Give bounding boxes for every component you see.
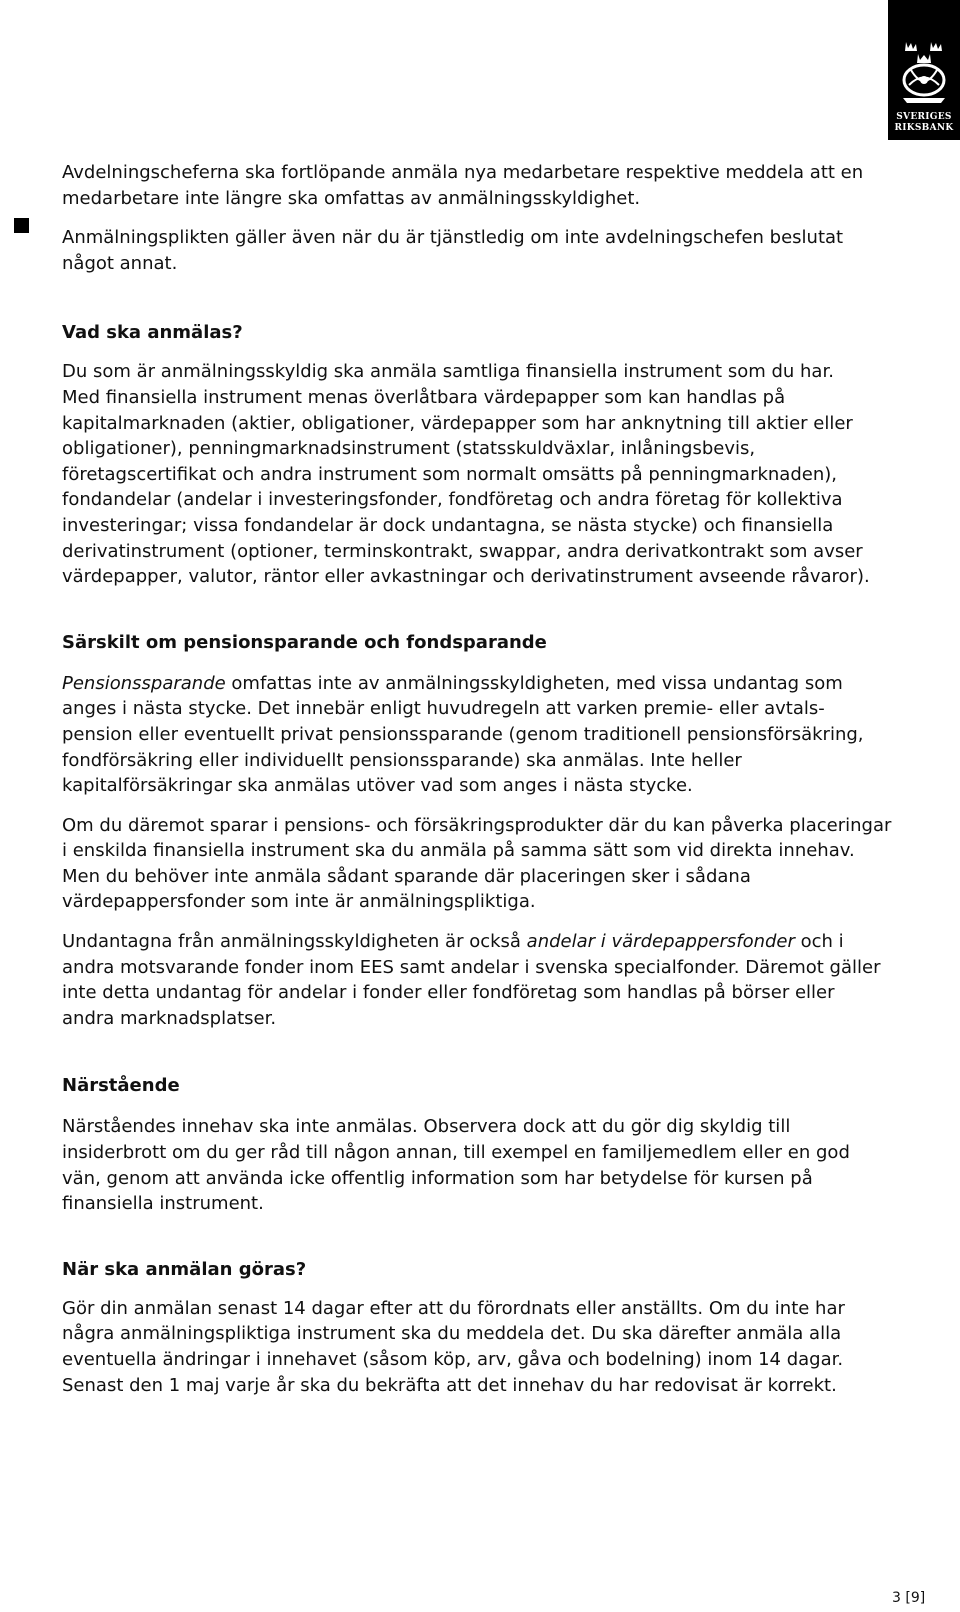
pension-paragraph-1-text: omfattas inte av anmälningsskyldigheten, med vissa undantag som anges i nästa stycke. Det innebär enligt huvudregeln att varken premie- eller avtals-pension eller eventuellt privat pensionssparande (genom traditionell pensionsförsäkring, fondförsäkring eller individuellt pensionssparande) ska anmälas. Inte heller kapitalförsäkringar ska anmälas utöver vad som anges i nästa stycke. — [62, 672, 864, 797]
document-body — [62, 160, 892, 1398]
pension-paragraph-3-start: Undantagna från anmälningsskyldigheten är också — [62, 931, 527, 953]
funds-term: andelar i värdepappersfonder — [526, 931, 795, 953]
what-paragraph-2: Med finansiella instrument menas överlåtbara värdepapper som kan handlas på kapitalmarknaden (aktier, obligationer, värdepapper som har anknytning till aktier eller obligationer), penningmarknadsinstrument (statsskuldväxlar, inlåningsbevis, företagscertifikat och andra instrument som normalt omsätts på penningmarknaden), fondandelar (andelar i investeringsfonder, fondföretag och andra företag för kollektiva investeringar; vissa fondandelar är dock undantagna, se nästa stycke) och finansiella derivatinstrument (optioner, terminskontrakt, swappar, andra derivatkontrakt som avser värdepapper, valutor, räntor eller avkastningar och derivatinstrument avseende råvaror). — [62, 386, 870, 588]
pension-paragraph-3-end: och i andra motsvarande fonder inom EES samt andelar i svenska specialfonder. Däremot gäller inte detta undantag för andelar i fonder eller fondföretag som handlas på börser eller andra marknadsplatser. — [62, 931, 881, 1029]
related-paragraph-1: Närståendes innehav ska inte anmälas. Observera dock att du gör dig skyldig till insiderbrott om du ger råd till någon annan, till exempel en familjemedlem eller en god vän, genom att använda icke offentlig information som har betydelse för kursen på finansiella instrument. — [62, 1116, 850, 1215]
pension-paragraph-3 — [62, 929, 892, 1031]
pension-term: Pensionssparande — [62, 672, 226, 694]
square-bullet-icon — [14, 218, 29, 233]
riksbank-logo — [888, 0, 960, 140]
pension-paragraph-1 — [62, 671, 892, 799]
crown-emblem-icon — [897, 40, 951, 106]
page-number: 3 [9] — [892, 1590, 926, 1606]
heading-pension-savings: Särskilt om pensionsparande och fondsparande — [62, 631, 547, 653]
logo-text — [888, 112, 960, 134]
when-paragraph-1: Gör din anmälan senast 14 dagar efter att du förordnats eller anställts. Om du inte har några anmälningspliktiga instrument ska du meddela det. Du ska därefter anmäla alla eventuella ändringar i innehavet (såsom köp, arv, gåva och bodelning) inom 14 dagar. Senast den 1 maj varje år ska du bekräfta att det innehav du har redovisat är korrekt. — [62, 1297, 845, 1396]
what-paragraph-1: Du som är anmälningsskyldig ska anmäla samtliga finansiella instrument som du har. — [62, 361, 834, 383]
heading-what-to-report: Vad ska anmälas? — [62, 322, 243, 344]
pension-paragraph-2: Om du däremot sparar i pensions- och försäkringsprodukter där du kan påverka placeringar i enskilda finansiella instrument ska du anmäla på samma sätt som vid direkta innehav. Men du behöver inte anmäla sådant sparande där placeringen sker i sådana värdepappersfonder som inte är anmälningspliktiga. — [62, 814, 892, 913]
logo-text-line1: SVERIGES — [896, 112, 952, 122]
heading-when-to-report: När ska anmälan göras? — [62, 1258, 307, 1280]
intro-paragraph-2: Anmälningsplikten gäller även när du är tjänstledig om inte avdelningschefen beslutat något annat. — [62, 227, 844, 274]
intro-paragraph-1: Avdelningscheferna ska fortlöpande anmäla nya medarbetare respektive meddela att en medarbetare inte längre ska omfattas av anmälningsskyldighet. — [62, 162, 864, 209]
logo-text-line2: RIKSBANK — [894, 123, 954, 133]
heading-related-persons: Närstående — [62, 1075, 180, 1097]
